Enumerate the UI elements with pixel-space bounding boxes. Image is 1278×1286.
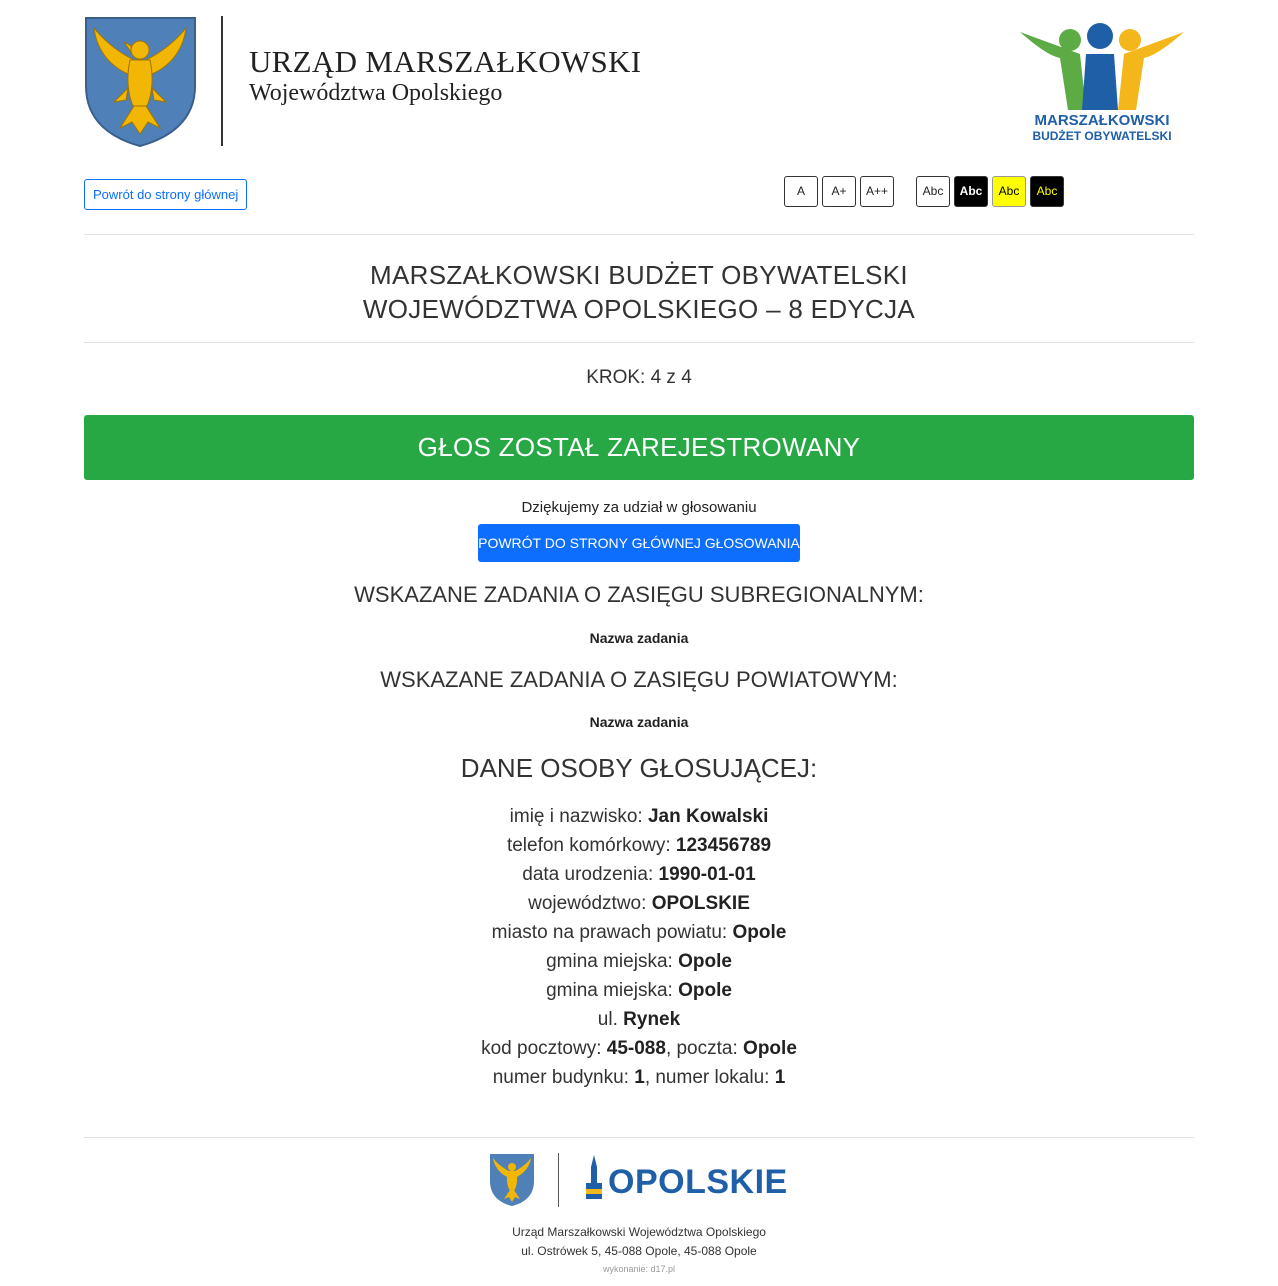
county-tasks-heading: WSKAZANE ZADANIA O ZASIĘGU POWIATOWYM: — [380, 667, 898, 692]
voter-municipality-row — [84, 947, 1194, 976]
opolskie-logo — [584, 1153, 794, 1207]
voter-building-label: numer budynku: — [492, 1067, 635, 1088]
voter-building-row — [84, 1063, 1194, 1092]
voter-city-county-value: Opole — [732, 922, 787, 943]
voter-birth-value: 1990-01-01 — [658, 864, 756, 885]
voter-birth-row — [84, 860, 1194, 889]
opole-crest-icon — [84, 16, 197, 147]
subregional-tasks-heading: WSKAZANE ZADANIA O ZASIĘGU SUBREGIONALNYM: — [354, 582, 924, 607]
back-to-voting-home-button[interactable]: POWRÓT DO STRONY GŁÓWNEJ GŁOSOWANIA — [478, 524, 800, 562]
voter-municipality-value: Opole — [678, 980, 732, 1001]
voter-municipality-label: gmina miejska: — [546, 951, 679, 972]
vote-registered-banner: GŁOS ZOSTAŁ ZAREJESTROWANY — [84, 415, 1194, 480]
tower-icon — [584, 1155, 604, 1199]
footer-divider — [84, 1137, 1194, 1138]
voter-post-label: , poczta: — [665, 1038, 744, 1059]
voter-voivodeship-label: województwo: — [528, 893, 652, 914]
voter-municipality-label: gmina miejska: — [546, 980, 679, 1001]
page-title-line1: MARSZAŁKOWSKI BUDŻET OBYWATELSKI — [370, 260, 908, 290]
header-divider — [221, 16, 223, 146]
thanks-message: Dziękujemy za udział w głosowaniu — [521, 499, 757, 516]
voter-building-value: 1 — [634, 1067, 645, 1088]
voter-name-label: imię i nazwisko: — [509, 806, 648, 827]
people-logo-icon — [1016, 20, 1188, 112]
office-title: URZĄD MARSZAŁKOWSKI — [249, 44, 642, 79]
voter-name-row — [84, 802, 1194, 831]
font-size-normal-button[interactable]: A — [784, 176, 818, 207]
voter-postal-row — [84, 1034, 1194, 1063]
contrast-black-yellow-button[interactable]: Abc — [1030, 176, 1064, 207]
voter-municipality-value: Opole — [678, 951, 732, 972]
contrast-black-white-button[interactable]: Abc — [954, 176, 988, 207]
footer-credit-link[interactable]: wykonanie: d17.pl — [602, 1264, 676, 1274]
divider — [84, 234, 1194, 235]
voter-phone-row — [84, 831, 1194, 860]
voter-phone-label: telefon komórkowy: — [506, 835, 676, 856]
voter-phone-value: 123456789 — [675, 835, 772, 856]
voter-street-row — [84, 1005, 1194, 1034]
footer-logo-divider — [558, 1153, 559, 1207]
page-title — [84, 258, 1194, 326]
divider — [84, 342, 1194, 343]
page-title-line2: WOJEWÓDZTWA OPOLSKIEGO – 8 EDYCJA — [362, 294, 916, 324]
voter-name-value: Jan Kowalski — [647, 806, 769, 827]
voter-flat-value: 1 — [774, 1067, 786, 1088]
voter-postal-label: kod pocztowy: — [481, 1038, 607, 1059]
back-to-home-button[interactable]: Powrót do strony głównej — [84, 179, 247, 210]
voter-municipality-row — [84, 976, 1194, 1005]
footer-address: ul. Ostrówek 5, 45-088 Opole, 45-088 Opole — [521, 1244, 757, 1258]
voter-voivodeship-value: OPOLSKIE — [651, 893, 750, 914]
mbo-logo-line2: BUDŻET OBYWATELSKI — [1032, 129, 1172, 143]
footer-office-name: Urząd Marszałkowski Województwa Opolskiego — [512, 1225, 766, 1239]
step-indicator: KROK: 4 z 4 — [586, 367, 692, 388]
voter-city-county-row — [84, 918, 1194, 947]
subregional-task-name: Nazwa zadania — [589, 630, 689, 646]
site-header — [84, 0, 1194, 160]
county-task-name: Nazwa zadania — [589, 714, 689, 730]
office-subtitle: Województwa Opolskiego — [249, 80, 503, 106]
font-size-large-button[interactable]: A+ — [822, 176, 856, 207]
contrast-yellow-black-button[interactable]: Abc — [992, 176, 1026, 207]
voter-post-value: Opole — [743, 1038, 797, 1059]
voter-voivodeship-row — [84, 889, 1194, 918]
mbo-logo — [1016, 20, 1188, 144]
voter-city-county-label: miasto na prawach powiatu: — [491, 922, 733, 943]
voter-postal-value: 45-088 — [606, 1038, 666, 1059]
voter-data-heading: DANE OSOBY GŁOSUJĄCEJ: — [460, 753, 818, 783]
voter-data-list — [84, 802, 1194, 1092]
mbo-logo-line1: MARSZAŁKOWSKI — [1034, 112, 1170, 129]
contrast-default-button[interactable]: Abc — [916, 176, 950, 207]
voter-street-label: ul. — [597, 1009, 624, 1030]
footer-crest-icon — [489, 1153, 535, 1207]
font-size-xlarge-button[interactable]: A++ — [860, 176, 894, 207]
voter-flat-label: , numer lokalu: — [644, 1067, 775, 1088]
voter-street-value: Rynek — [623, 1009, 681, 1030]
voter-birth-label: data urodzenia: — [522, 864, 659, 885]
opolskie-brand: OPOLSKIE — [608, 1163, 788, 1201]
